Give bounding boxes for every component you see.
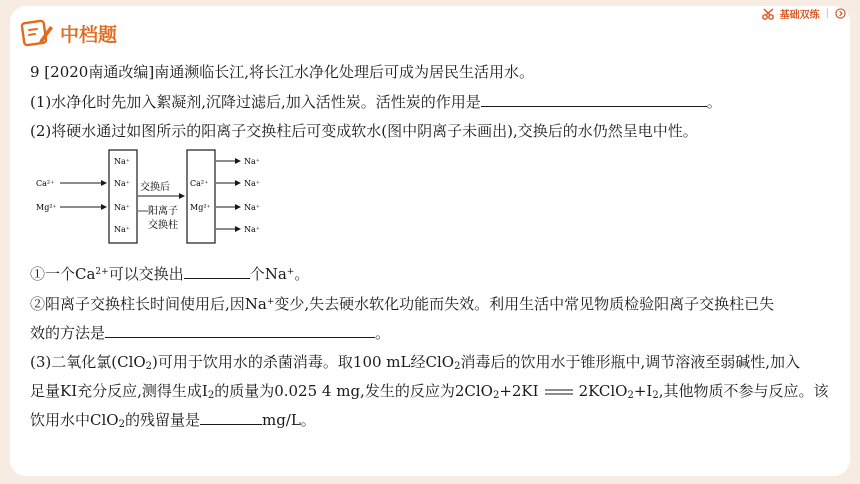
- p3-sub: 2: [492, 390, 500, 401]
- question-intro: 9 [2020南通改编]南通濒临长江,将长江水净化处理后可成为居民生活用水。: [30, 63, 534, 81]
- s2-text: 变少,失去硬水软化功能而失效。利用生活中常见物质检验阳离子交换柱已失: [274, 295, 775, 313]
- output-ion: Na⁺: [244, 225, 260, 234]
- part-1-end: 。: [706, 93, 722, 111]
- column-label-1: 阳离子: [148, 206, 178, 217]
- corner-label[interactable]: 基础双练: [779, 10, 820, 21]
- part-3-line-2: [30, 381, 829, 401]
- section-badge: [20, 18, 117, 48]
- circle-arrow-icon[interactable]: [835, 8, 846, 19]
- p3-text: 的残留量是: [124, 411, 200, 429]
- output-ion: Na⁺: [244, 203, 260, 212]
- p3-text: mg/L。: [261, 411, 316, 429]
- answer-blank-2[interactable]: [184, 264, 250, 279]
- after-exchange-label: 交换后: [140, 182, 170, 193]
- reaction-equals-sign: [545, 387, 573, 397]
- answer-blank-1[interactable]: [481, 92, 707, 107]
- s1-text: 个Na: [249, 265, 287, 283]
- p3-text: +2KI: [499, 382, 539, 400]
- p3-sub: 2: [145, 361, 153, 372]
- p3-text: 消毒后的饮用水于锥形瓶中,调节溶液至弱碱性,加入: [460, 353, 800, 371]
- p3-text: (3)二氧化氯(ClO: [30, 353, 146, 371]
- part-1-text: (1)水净化时先加入絮凝剂,沉降过滤后,加入活性炭。活性炭的作用是: [30, 93, 481, 111]
- column-label-2: 交换柱: [148, 220, 178, 231]
- p3-text: 的质量为0.025 4 mg,发生的反应为2ClO: [214, 382, 493, 400]
- p3-sub: 2: [627, 390, 634, 401]
- p3-text: ,其他物质不参与反应。该: [658, 382, 829, 400]
- s2-sup: +: [266, 297, 275, 307]
- p3-sub: 2: [454, 361, 461, 372]
- section-title: 中档题: [60, 23, 118, 46]
- sub-question-1: [30, 264, 309, 284]
- col2-ion: Ca²⁺: [190, 179, 209, 188]
- answer-blank-3[interactable]: [105, 323, 375, 338]
- col1-ion: Na⁺: [114, 157, 130, 166]
- part-2: (2)将硬水通过如图所示的阳离子交换柱后可变成软水(图中阴离子未画出),交换后的水仍然呈电中性。: [30, 122, 698, 140]
- output-ion: Na⁺: [244, 157, 260, 166]
- s1-sup: +: [286, 267, 295, 277]
- s1-text: ①一个Ca: [30, 265, 96, 283]
- s2-text: 效的方法是: [30, 324, 106, 342]
- p3-text: 饮用水中ClO: [30, 411, 119, 429]
- p3-sub: 2: [207, 390, 215, 401]
- corner-divider: |: [825, 8, 829, 19]
- input-ca-label: Ca²⁺: [36, 179, 55, 188]
- col2-ion: Mg²⁺: [190, 203, 211, 212]
- col1-ion: Na⁺: [114, 225, 130, 234]
- scissors-icon: [762, 8, 776, 20]
- p3-sub: 2: [652, 390, 659, 401]
- p3-text: 2KClO: [578, 382, 628, 400]
- corner-nav: [762, 6, 846, 21]
- p3-sub: 2: [118, 419, 125, 430]
- ion-exchange-diagram: [34, 148, 274, 248]
- output-ion: Na⁺: [244, 179, 260, 188]
- col1-ion: Na⁺: [114, 179, 130, 188]
- s2-text: 。: [375, 324, 391, 342]
- p3-text: )可用于饮用水的杀菌消毒。取100 mL经ClO: [152, 353, 455, 371]
- input-mg-label: Mg²⁺: [36, 203, 57, 212]
- col1-ion: Na⁺: [114, 203, 130, 212]
- part-3-line-1: [30, 352, 800, 372]
- p3-text: 足量KI充分反应,测得生成I: [30, 382, 208, 400]
- part-1: [30, 92, 722, 112]
- sub-question-2: [30, 294, 774, 314]
- s1-text: 可以交换出: [108, 265, 184, 283]
- p3-text: +I: [633, 382, 653, 400]
- s1-text: 。: [294, 265, 310, 283]
- sub-question-2-cont: [30, 323, 390, 343]
- part-3-line-3: [30, 410, 316, 430]
- notebook-pencil-icon: [20, 18, 54, 48]
- s2-text: ②阳离子交换柱长时间使用后,因Na: [30, 295, 267, 313]
- answer-blank-4[interactable]: [200, 410, 262, 425]
- s1-sup: 2+: [95, 267, 109, 277]
- exchange-column-after: [187, 150, 215, 243]
